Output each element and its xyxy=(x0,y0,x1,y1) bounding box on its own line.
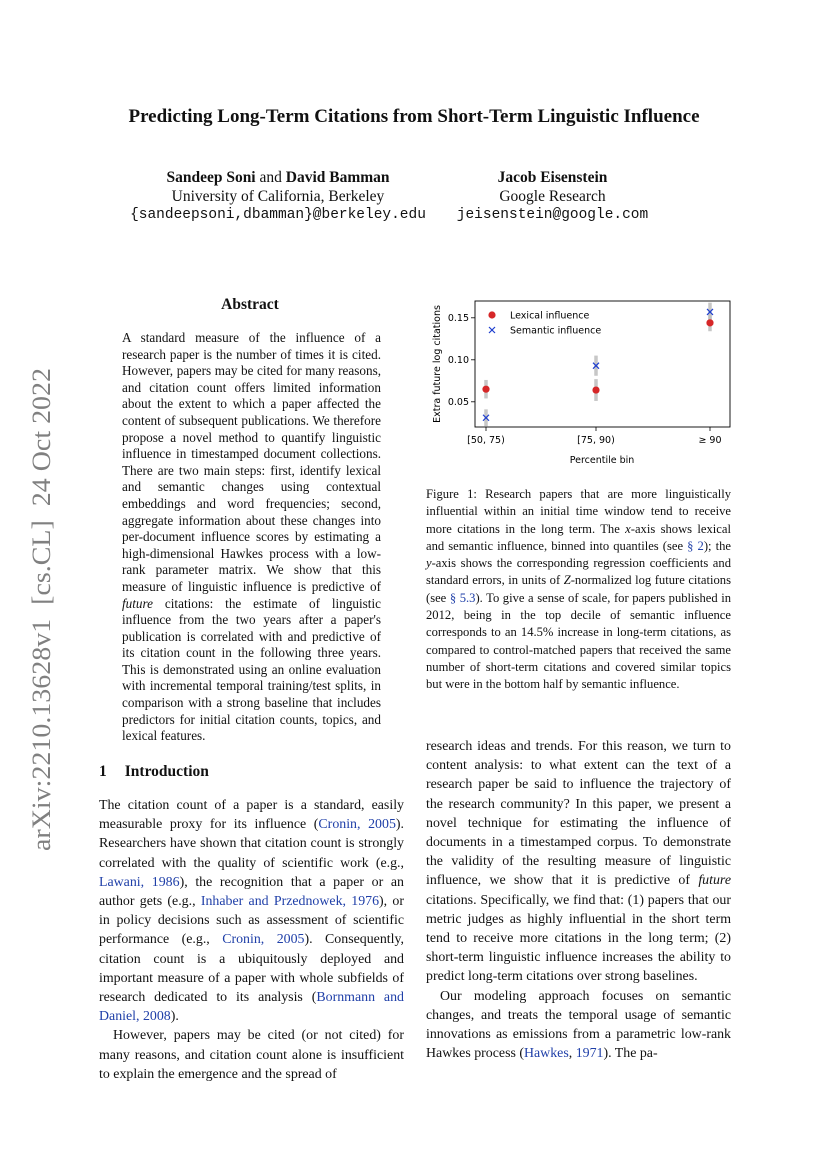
caption-math: Z xyxy=(563,573,571,588)
caption-text: -normalized log future citations (see xyxy=(426,573,732,605)
body-text: , xyxy=(568,1046,576,1062)
body-emphasis: future xyxy=(698,873,731,889)
author-name: Sandeep Soni xyxy=(166,169,256,186)
intro-paragraph xyxy=(99,796,404,1026)
body-text: The citation count of a paper is a standard, easily measurable proxy for its influence ( xyxy=(99,798,404,833)
author-affiliation: University of California, Berkeley xyxy=(171,188,385,205)
body-text: ), or in policy decisions such as assessment of scientific performance (e.g., xyxy=(99,894,404,948)
y-axis-label: Extra future log citations xyxy=(432,305,443,423)
intro-paragraph xyxy=(426,737,731,987)
body-text: ), the recognition that a paper or an author gets (e.g., xyxy=(99,874,404,910)
abstract-text-part: A standard measure of the influence of a research paper is the number of times it is cited. However, papers may be cited for many reasons, and citation count offers limited information about the extent to which a paper affected the content of subsequent publications. We therefore propose a novel method to quantify linguistic influence in timestamped document collections. There are two main steps: first, identify lexical and semantic changes using contextual embeddings and word frequencies; second, aggregate information about these changes into per-document influence scores by estimating a high-dimensional Hawkes process with a low-rank parameter matrix. We show that this measure of linguistic influence is predictive of xyxy=(122,330,381,594)
caption-text: ). To give a sense of scale, for papers published in 2012, being in the top decile of semantic influence corresponds to an xyxy=(426,590,731,640)
y-tick-label: 0.05 xyxy=(447,397,469,409)
figure-caption xyxy=(426,486,731,694)
body-text: ). Consequently, citation count is a ubiquitously deployed and important measure of a paper with whole subfields of research dedicated to its analysis ( xyxy=(99,932,404,1006)
arxiv-stamp[interactable] xyxy=(20,366,60,851)
x-tick-label: [50, 75) xyxy=(467,435,505,446)
caption-math: x xyxy=(625,521,631,536)
caption-text: -axis shows the corresponding regression coefficients and standard errors, in units of xyxy=(426,556,731,588)
author-block-left xyxy=(128,168,428,225)
caption-text: -axis shows lexical and semantic influence, binned into quantiles (see xyxy=(426,521,731,553)
body-text: citations. Specifically, we find that: (1) papers that our metric judges as highly influential in the short term tend to receive more citations in the long term; (2) short-term linguistic influence increases the ability to predict long-term citations over strong baselines. xyxy=(426,892,731,985)
intro-paragraph xyxy=(426,987,731,1064)
abstract-text xyxy=(122,330,381,745)
arxiv-stamp-text: arXiv:2210.13628v1 [cs.CL] 24 Oct 2022 xyxy=(27,401,56,851)
caption-math: y xyxy=(426,556,432,571)
section-title: Introduction xyxy=(124,763,209,780)
x-tick-label: [75, 90) xyxy=(577,435,615,446)
legend xyxy=(488,311,601,337)
citation-chart xyxy=(426,296,736,471)
legend-marker-lexical xyxy=(488,311,495,318)
author-block-right xyxy=(440,168,665,225)
abstract-heading: Abstract xyxy=(221,296,279,313)
x-tick-label: ≥ 90 xyxy=(698,435,722,446)
citation-link[interactable]: 1971 xyxy=(575,1046,604,1062)
author-affiliation: Google Research xyxy=(499,188,606,205)
legend-label: Lexical influence xyxy=(510,310,590,322)
citation-link[interactable]: Inhaber and Przednowek, 1976 xyxy=(200,894,380,910)
citation-link[interactable]: Lawani, 1986 xyxy=(99,874,180,890)
intro-body-right xyxy=(426,737,731,1063)
caption-math: 14.5% xyxy=(520,625,554,640)
y-tick-label: 0.10 xyxy=(447,355,469,367)
author-and: and xyxy=(259,169,282,186)
caption-text: ); the xyxy=(703,538,732,553)
intro-paragraph: However, papers may be cited (or not cited) for many reasons, and citation count alone is insufficient to explain the emergence and the spread of xyxy=(99,1028,404,1082)
abstract-emphasis: future xyxy=(122,595,154,611)
section-number: 1 xyxy=(99,763,107,780)
lexical-point xyxy=(482,386,489,393)
body-text: ). xyxy=(170,1009,179,1025)
caption-text: increase in long-term citations, as compared to control-matched papers that received the same number of short-term citations and covered similar topics but were in the bottom half by semantic influence. xyxy=(426,625,732,692)
y-tick-label: 0.15 xyxy=(447,313,469,325)
caption-text: Figure 1: Research papers that are more linguistically influential within an initial time window tend to receive more citations in the long term. The xyxy=(426,487,731,536)
citation-link[interactable]: Bornmann and Daniel, 2008 xyxy=(99,990,404,1025)
author-email[interactable]: jeisenstein@google.com xyxy=(456,207,649,223)
figure-1 xyxy=(426,296,736,471)
body-text: research ideas and trends. For this reason, we turn to content analysis: to what extent can the text of a research paper be said to influence the trajectory of the research community? In this paper, we present a novel technique for estimating the influence of documents in a timestamped corpus. To demonstrate the validity of the resulting measure of linguistic influence, we show that it is predictive of xyxy=(426,739,731,889)
legend-label: Semantic influence xyxy=(510,325,602,337)
author-name: David Bamman xyxy=(285,169,390,186)
citation-link[interactable]: Cronin, 2005 xyxy=(318,817,396,833)
lexical-point xyxy=(706,319,713,326)
body-text: ). Researchers have shown that citation count is strongly correlated with the quality of scientific work (e.g., xyxy=(99,817,404,871)
author-name: Jacob Eisenstein xyxy=(497,169,608,186)
citation-link[interactable]: Cronin, 2005 xyxy=(222,932,305,948)
citation-link[interactable]: Hawkes xyxy=(523,1046,569,1062)
intro-body-left xyxy=(99,796,404,1084)
abstract-text-part: citations: the estimate of linguistic influence from the two years after a paper's publication is correlated with and predictive of its citation count in the following three years. This is demonstrated using an online evaluation with incremental temporal training/test splits, in comparison with a strong baseline that includes predictors for initial citation counts, topics, and lexical features. xyxy=(122,595,381,744)
paper-title: Predicting Long-Term Citations from Short-Term Linguistic Influence xyxy=(128,106,700,127)
section-ref-link[interactable]: § 2 xyxy=(687,538,704,553)
legend-marker-semantic xyxy=(489,327,495,333)
body-text: ). The pa- xyxy=(603,1046,658,1062)
section-heading xyxy=(99,763,227,781)
section-ref-link[interactable]: § 5.3 xyxy=(449,590,476,605)
lexical-point xyxy=(592,386,599,393)
x-axis-label: Percentile bin xyxy=(569,455,635,466)
body-text: Our modeling approach focuses on semantic changes, and treats the temporal usage of semantic innovations as emissions from a parametric low-rank Hawkes process ( xyxy=(426,988,731,1062)
author-email[interactable]: {sandeepsoni,dbamman}@berkeley.edu xyxy=(130,207,426,223)
